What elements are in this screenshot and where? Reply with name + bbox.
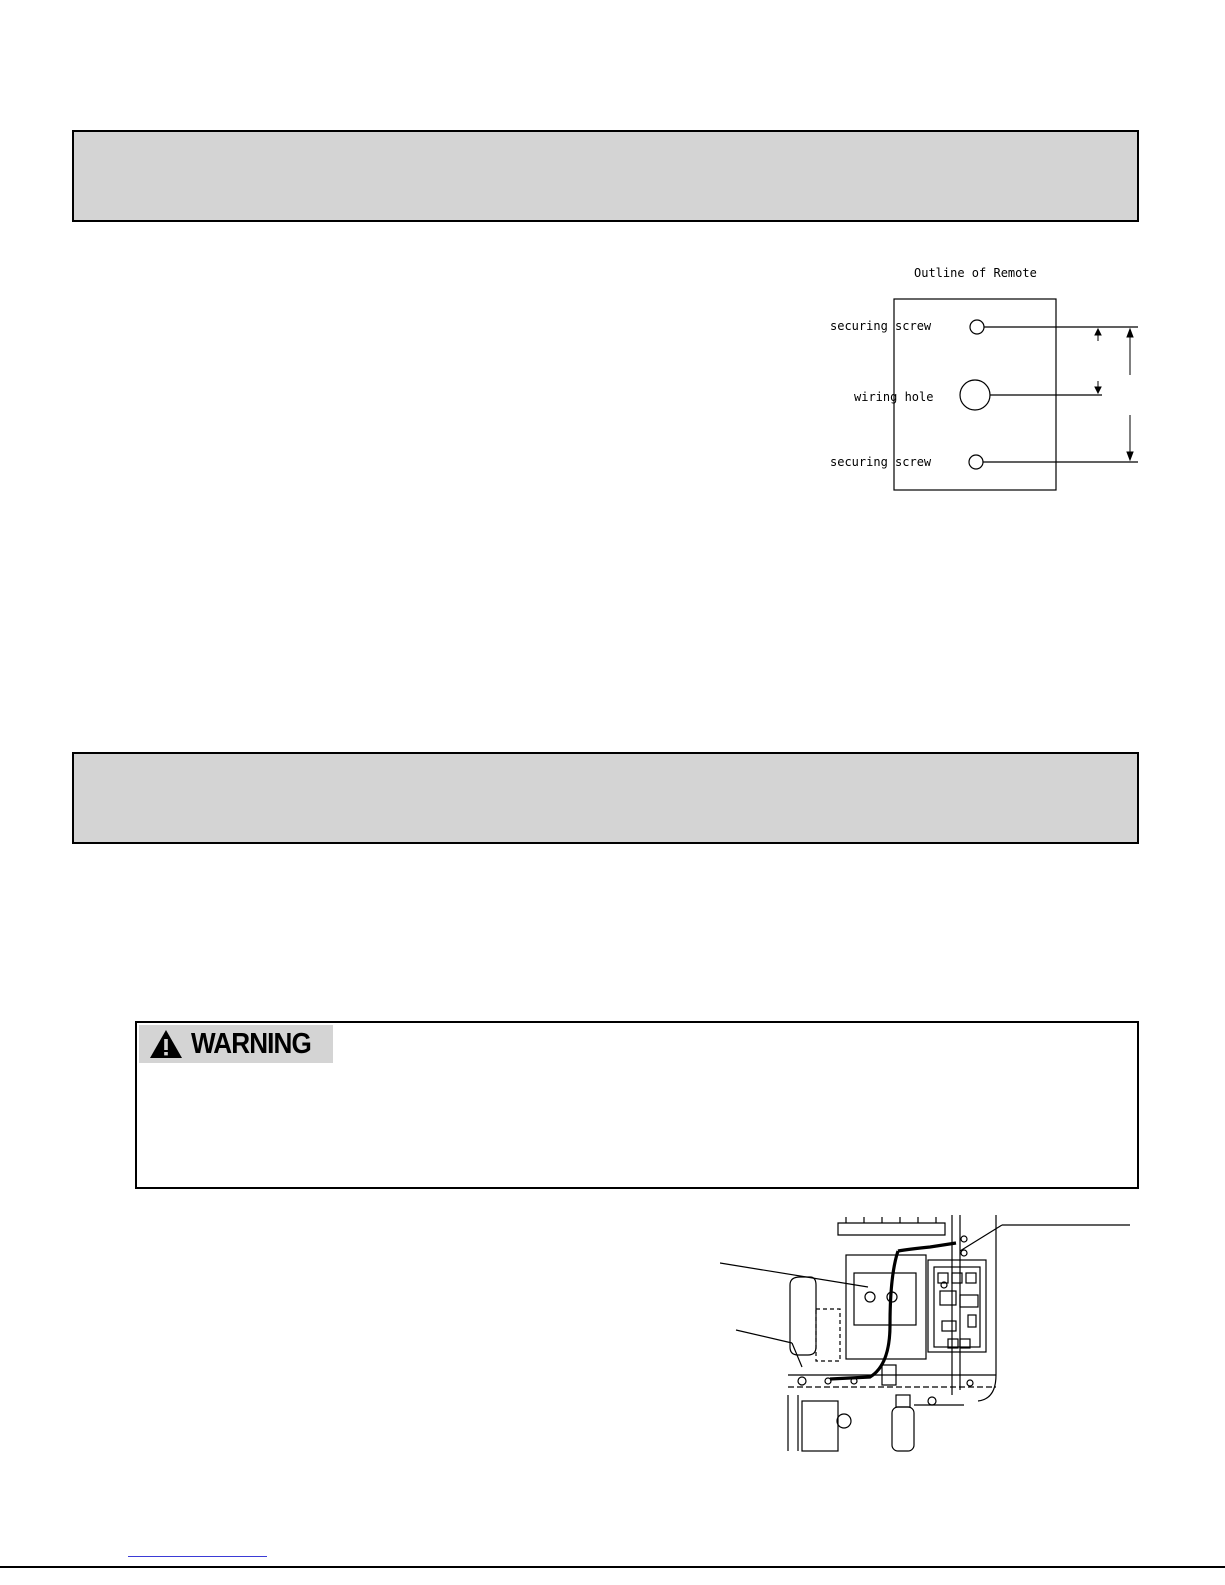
water-heater-wiring-diagram [720,1215,1140,1455]
warning-banner [139,1025,333,1063]
remote-outline-title: Outline of Remote [914,266,1037,280]
securing-screw-bottom-label: securing screw [830,455,932,469]
warning-triangle-icon [149,1029,183,1059]
control-board [928,1260,986,1352]
wiring-hole [960,380,990,410]
securing-screw-bottom-hole [969,455,983,469]
warning-box [135,1021,1139,1189]
securing-screw-top-hole [970,320,984,334]
section-header-box [72,130,1139,222]
leader-line-lower-left [736,1330,792,1343]
section-header-box [72,752,1139,844]
warning-label: WARNING [191,1027,311,1060]
footer-rule [0,1566,1225,1568]
footer-link-underline[interactable] [128,1556,267,1557]
pipe-loop [790,1277,816,1355]
securing-screw-top-label: securing screw [830,319,932,333]
remote-outline-diagram [810,255,1150,505]
wiring-hole-label: wiring hole [854,390,934,404]
gas-valve-assembly [846,1255,926,1359]
